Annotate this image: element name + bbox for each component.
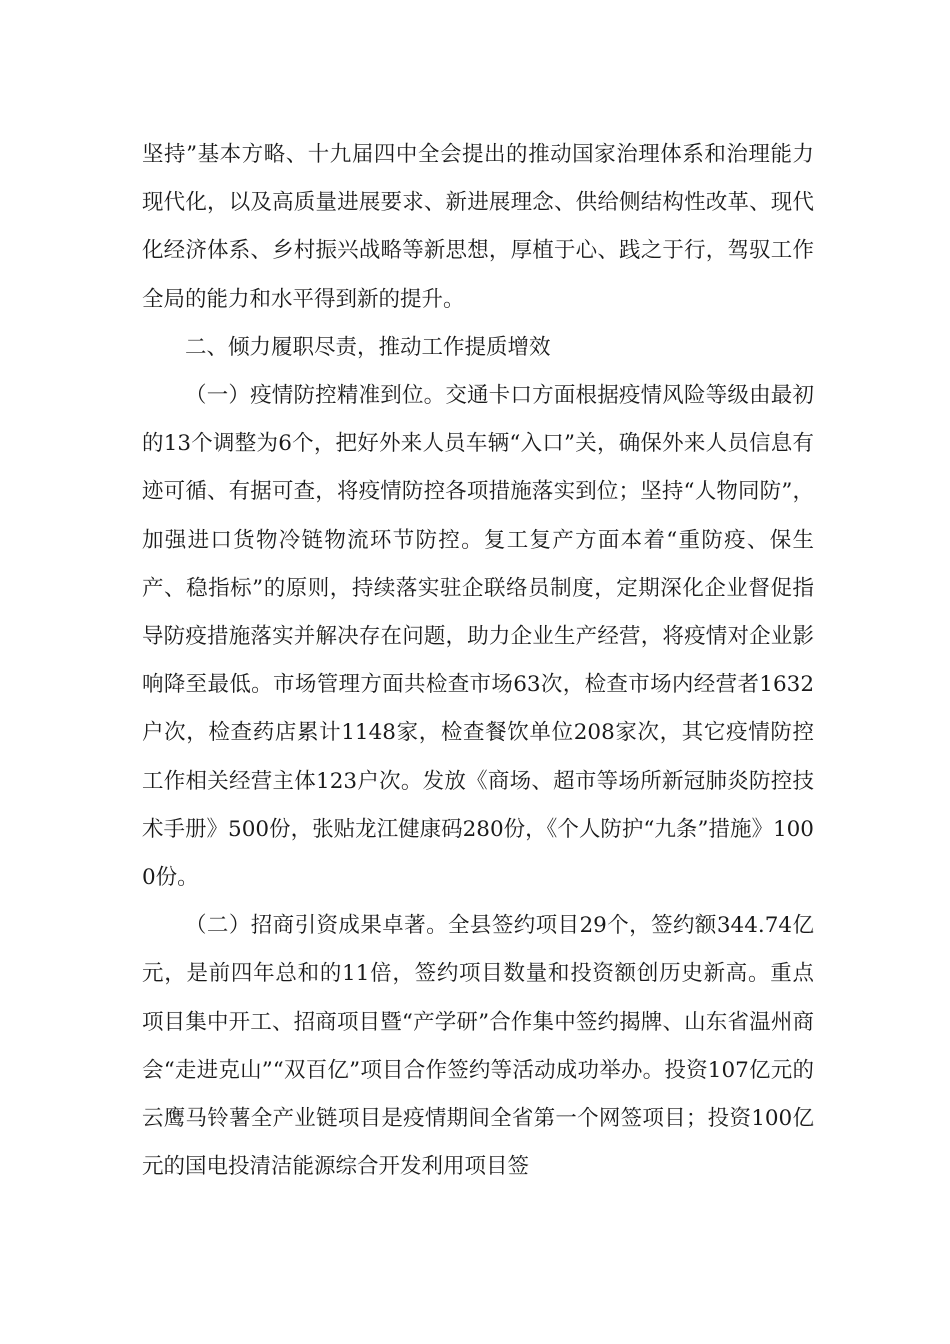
paragraph-epidemic-control: （一）疫情防控精准到位。交通卡口方面根据疫情风险等级由最初的13个调整为6个，把好外来人员车辆“入口”关，确保外来人员信息有迹可循、有据可查，将疫情防控各项措施落实到位；坚持“人物同防”，加强进口货物冷链物流环节防控。复工复产方面本着“重防疫、保生产、稳指标”的原则，持续落实驻企联络员制度，定期深化企业督促指导防疫措施落实并解决存在问题，助力企业生产经营，将疫情对企业影响降至最低。市场管理方面共检查市场63次，检查市场内经营者1632户次，检查药店累计1148家，检查餐饮单位208家次，其它疫情防控工作相关经营主体123户次。发放《商场、超市等场所新冠肺炎防控技术手册》500份，张贴龙江健康码280份，《个人防护“九条”措施》1000份。 [142, 383, 814, 891]
document-body [142, 131, 814, 1191]
paragraph-continuation: 坚持”基本方略、十九届四中全会提出的推动国家治理体系和治理能力现代化，以及高质量进展要求、新进展理念、供给侧结构性改革、现代化经济体系、乡村振兴战略等新思想，厚植于心、践之于行，驾驭工作全局的能力和水平得到新的提升。 [142, 142, 814, 312]
section-heading: 二、倾力履职尽责，推动工作提质增效 [185, 334, 551, 360]
paragraph-investment: （二）招商引资成果卓著。全县签约项目29个，签约额344.74亿元，是前四年总和的11倍，签约项目数量和投资额创历史新高。重点项目集中开工、招商项目暨“产学研”合作集中签约揭牌、山东省温州商会“走进克山”“双百亿”项目合作签约等活动成功举办。投资107亿元的云鹰马铃薯全产业链项目是疫情期间全省第一个网签项目；投资100亿元的国电投清洁能源综合开发利用项目签 [142, 913, 814, 1180]
